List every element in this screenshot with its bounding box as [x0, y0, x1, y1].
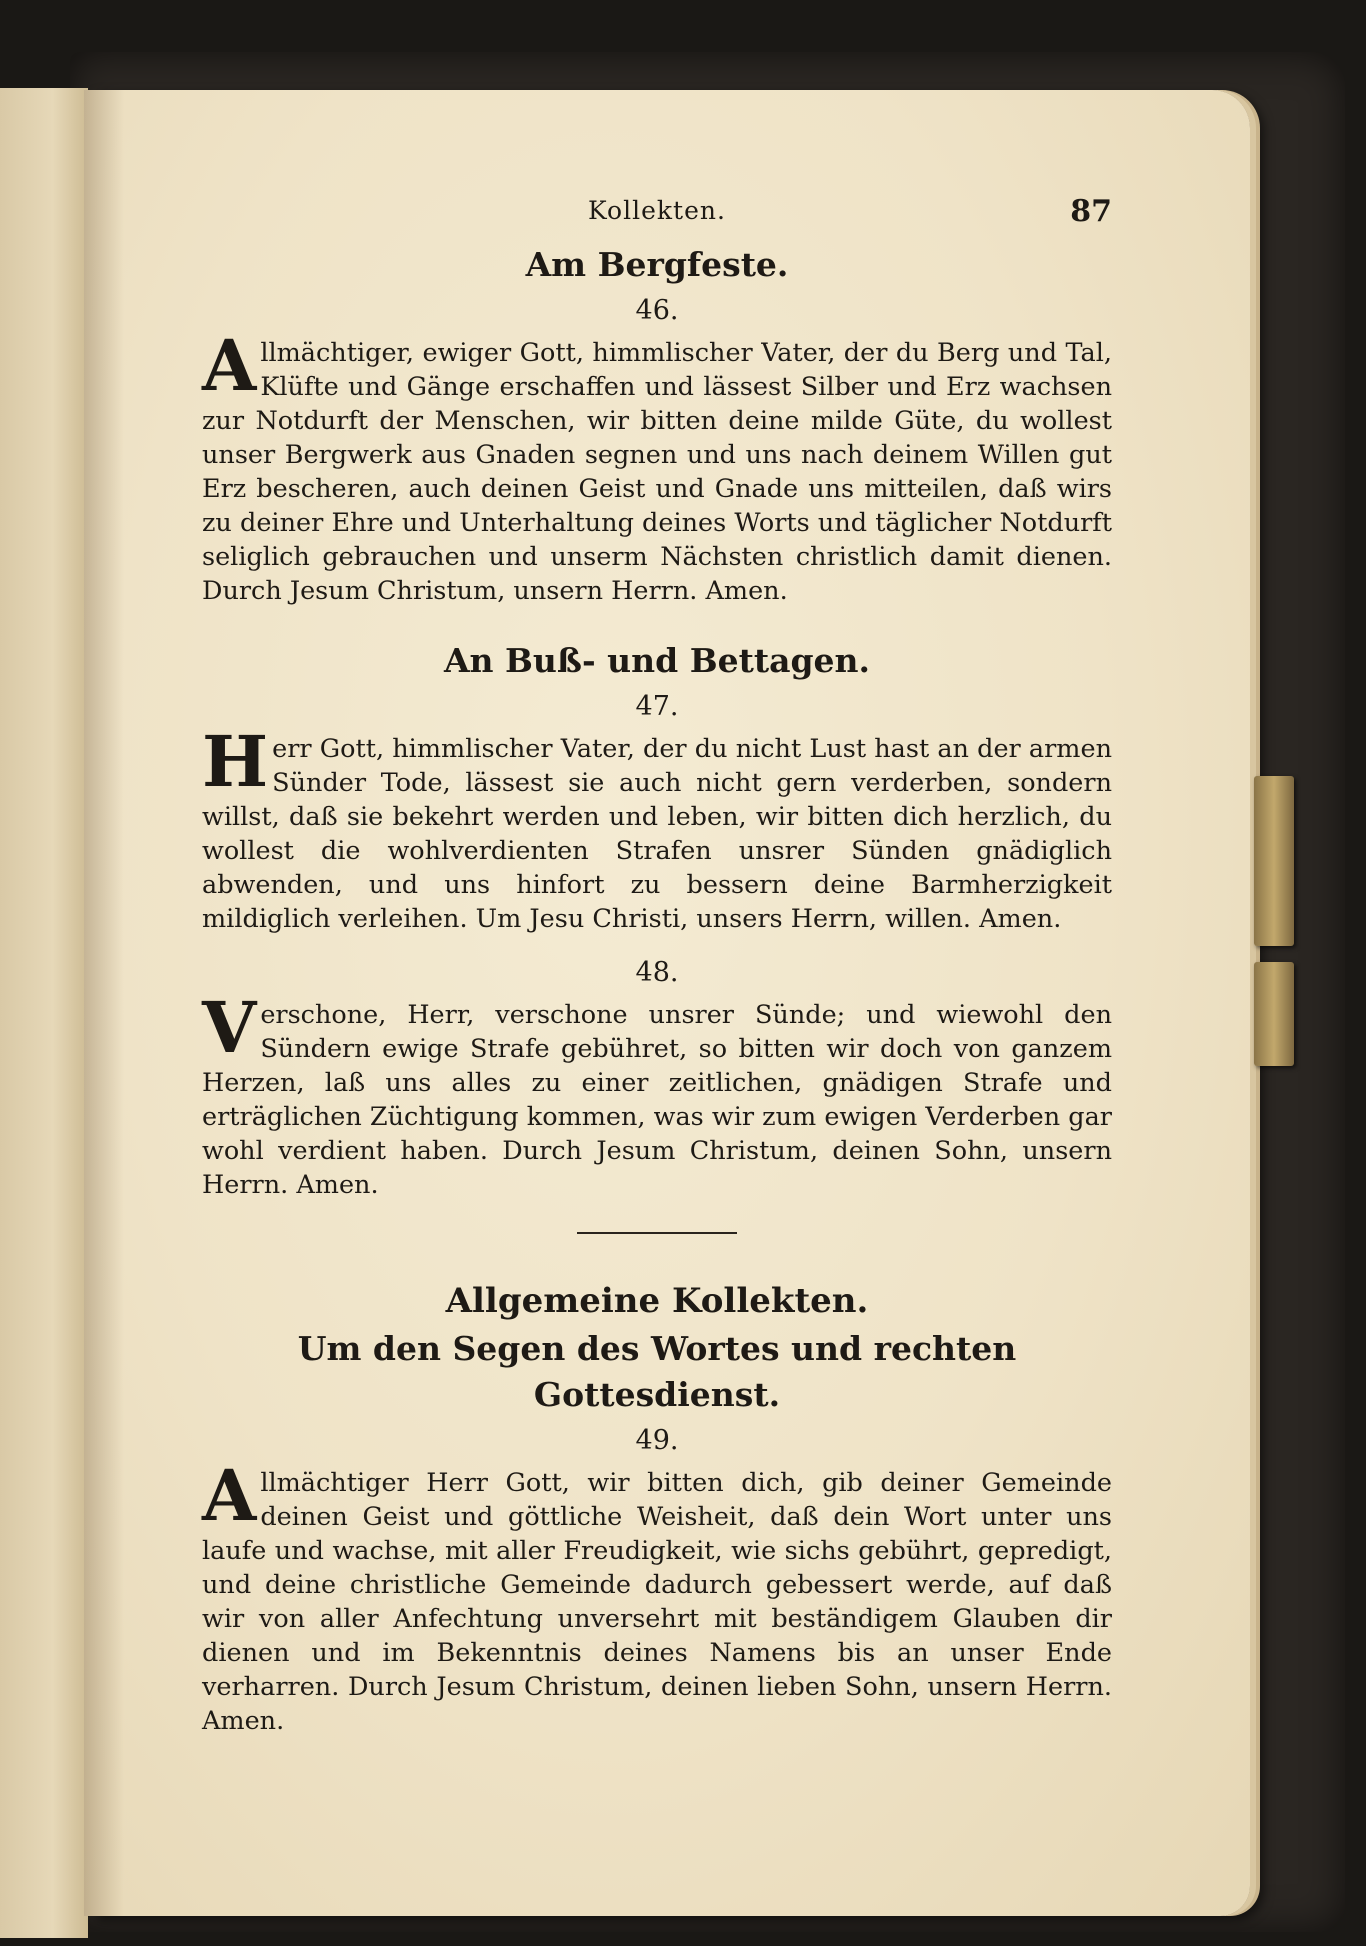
- facing-page-edge: [0, 88, 88, 1938]
- page-content: [202, 196, 1112, 1738]
- section-divider: [577, 1232, 737, 1234]
- brass-clasp-lower: [1254, 962, 1294, 1066]
- prayer-text: Allmächtiger Herr Gott, wir bitten dich, gib deiner Gemeinde deinen Geist und göttliche Weisheit, daß dein Wort unter uns laufe und wachse, mit aller Freudigkeit, wie sichs gebührt, gepredigt, und deine christliche Gemeinde dadurch gebessert werde, auf daß wir von aller Anfechtung unversehrt mit beständigem Glauben dir dienen und im Bekenntnis deines Namens bis an unser Ende verharren. Durch Jesum Christum, deinen lieben Sohn, unsern Herrn. Amen.: [202, 1454, 1112, 1736]
- section-bergfeste: [202, 242, 1112, 608]
- section-bettagen: [202, 638, 1112, 1202]
- running-title: Kollekten.: [588, 196, 726, 225]
- section-title: An Buß- und Bettagen.: [443, 641, 871, 680]
- prayer-number: 47.: [635, 691, 679, 722]
- prayer-number: 46.: [635, 295, 679, 326]
- prayer-number: 48.: [635, 957, 679, 988]
- prayer-number: 49.: [635, 1425, 679, 1456]
- prayer-text: Verschone, Herr, verschone unsrer Sünde; und wiewohl den Sündern ewige Strafe gebühret, so bitten wir doch von ganzem Herzen, laß uns alles zu einer zeitlichen, gnädigen Strafe und erträglichen Züchtigung kommen, was wir zum ewigen Verderben gar wohl verdient haben. Durch Jesum Christum, deinen Sohn, unsern Herrn. Amen.: [202, 986, 1112, 1200]
- section-title: Am Bergfeste.: [525, 245, 789, 284]
- prayer-text: Allmächtiger, ewiger Gott, himmlischer Vater, der du Berg und Tal, Klüfte und Gänge erschaffen und lässest Silber und Erz wachsen zur Notdurft der Menschen, wir bitten deine milde Güte, du wollest unser Bergwerk aus Gnaden segnen und uns nach deinem Willen gut Erz bescheren, auch deinen Geist und Gnade uns mitteilen, daß wirs zu deiner Ehre und Unterhaltung deines Worts und täglicher Notdurft seliglich gebrauchen und unserm Nächsten christlich damit dienen. Durch Jesum Christum, unsern Herrn. Amen.: [202, 324, 1112, 606]
- page-gutter-shadow: [84, 90, 124, 1916]
- page-number: 87: [1070, 194, 1112, 229]
- brass-clasp: [1254, 776, 1294, 946]
- section-allgemeine: [202, 1278, 1112, 1738]
- prayer-text: Herr Gott, himmlischer Vater, der du nicht Lust hast an der armen Sünder Tode, lässest sie auch nicht gern verderben, sondern willst, daß sie bekehrt werden und leben, wir bitten dich herzlich, du wollest die wohlverdienten Strafen unsrer Sünden gnädiglich abwenden, und uns hinfort zu bessern deine Barmherzigkeit mildiglich verleihen. Um Jesu Christi, unsers Herrn, willen. Amen.: [202, 720, 1112, 934]
- major-heading: Allgemeine Kollekten.: [445, 1281, 869, 1321]
- section-title: Um den Segen des Wortes und rechten Gottesdienst.: [297, 1329, 1017, 1414]
- running-head: [202, 196, 1112, 240]
